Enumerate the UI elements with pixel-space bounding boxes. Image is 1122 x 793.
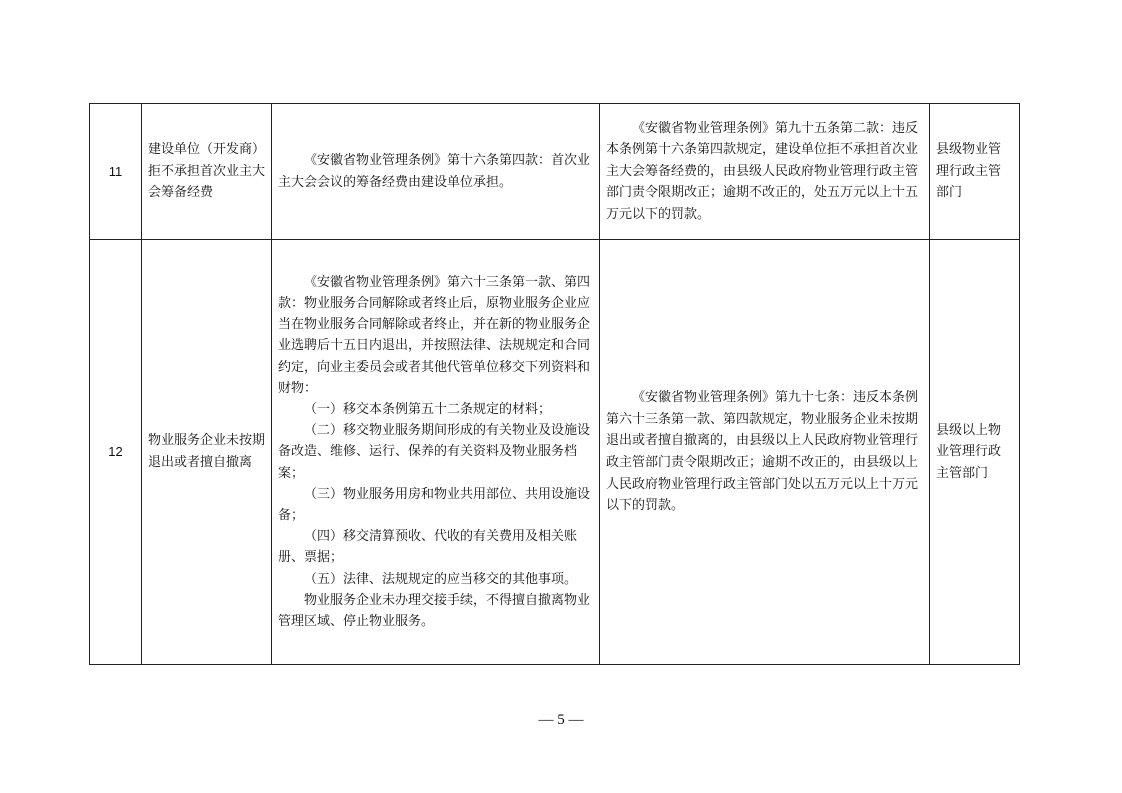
table-row [90,104,1020,240]
enforcement-authority: 县级物业管理行政主管部门 [930,104,1020,240]
legal-basis-paragraph: 《安徽省物业管理条例》第十六条第四款：首次业主大会会议的筹备经费由建设单位承担。 [278,152,591,190]
violation-description: 物业服务企业未按期退出或者擅自撤离 [142,240,272,665]
legal-basis-item: （五）法律、法规规定的应当移交的其他事项。 [304,571,578,587]
row-number: 12 [90,240,142,665]
legal-basis-item: （三）物业服务用房和物业共用部位、共用设施设备； [278,486,591,523]
legal-basis-paragraph: 《安徽省物业管理条例》第六十三条第一款、第四款：物业服务合同解除或者终止后，原物业服务企业应当在物业服务合同解除或者终止，并在新的物业服务企业选聘后十五日内退出，并按照法律、法规规定和合同约定，向业主委员会或者其他代管单位移交下列资料和财物： [278,274,591,396]
penalty-table [89,103,1020,665]
legal-basis [272,240,600,665]
legal-basis-item: （四）移交清算预收、代收的有关费用及相关账册、票据； [278,529,578,566]
legal-basis-item: （一）移交本条例第五十二条规定的材料； [304,401,552,417]
enforcement-authority: 县级以上物业管理行政主管部门 [930,240,1020,665]
legal-basis-paragraph: 物业服务企业未办理交接手续，不得擅自撤离物业管理区域、停止物业服务。 [278,592,591,630]
page-number: — 5 — [538,712,584,728]
violation-description: 建设单位（开发商）拒不承担首次业主大会筹备经费 [142,104,272,240]
legal-basis-item: （二）移交物业服务期间形成的有关物业及设施设备改造、维修、运行、保养的有关资料及物业服务档案； [278,423,591,481]
row-number: 11 [90,104,142,240]
legal-basis [272,104,600,240]
penalty-provision: 《安徽省物业管理条例》第九十五条第二款：违反本条例第十六条第四款规定，建设单位拒不承担首次业主大会筹备经费的，由县级人民政府物业管理行政主管部门责令限期改正；逾期不改正的，处五万元以上十五万元以下的罚款。 [600,104,930,240]
table-row [90,240,1020,665]
penalty-provision: 《安徽省物业管理条例》第九十七条：违反本条例第六十三条第一款、第四款规定，物业服务企业未按期退出或者擅自撤离的，由县级以上人民政府物业管理行政主管部门责令限期改正；逾期不改正的，由县级以上人民政府物业管理行政主管部门处以五万元以上十万元以下的罚款。 [600,240,930,665]
